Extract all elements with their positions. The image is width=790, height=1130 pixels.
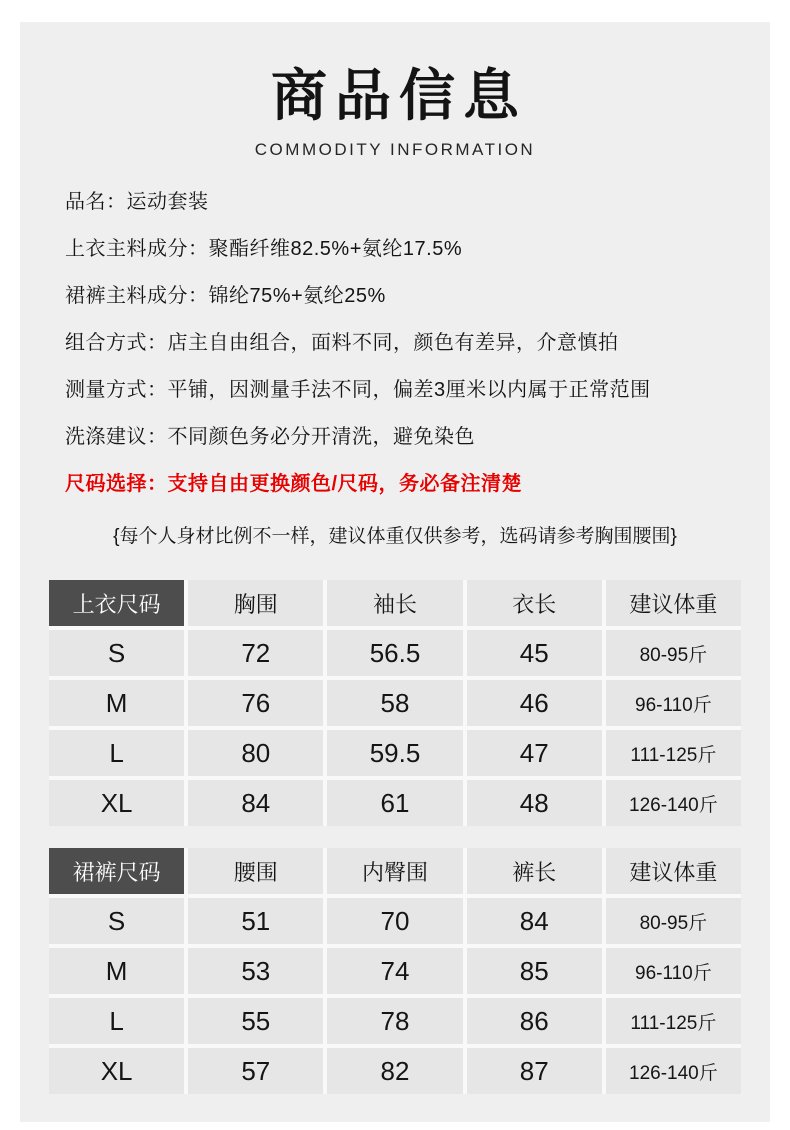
size-value-cell: 82 — [327, 1048, 462, 1094]
size-value-cell: 111-125斤 — [606, 730, 741, 776]
size-label-cell: XL — [49, 780, 184, 826]
page-title: 商品信息 — [271, 64, 527, 127]
product-info-panel — [20, 22, 770, 1122]
size-label-cell: L — [49, 730, 184, 776]
size-value-cell: 70 — [327, 898, 462, 944]
size-selection-line: 尺码选择：支持自由更换颜色/尺码，务必备注清楚 — [65, 473, 523, 495]
size-value-cell: 78 — [327, 998, 462, 1044]
size-tables — [20, 580, 770, 1094]
size-value-cell: 111-125斤 — [606, 998, 741, 1044]
size-value-cell: 86 — [467, 998, 602, 1044]
size-value-cell: 46 — [467, 680, 602, 726]
bottom-material-line: 裙裤主料成分：锦纶75%+氨纶25% — [65, 285, 386, 307]
title-block — [20, 22, 770, 160]
size-value-cell: 45 — [467, 630, 602, 676]
size-value-cell: 80 — [188, 730, 323, 776]
skirt-size-table — [49, 848, 741, 1094]
size-value-cell: 84 — [188, 780, 323, 826]
size-value-cell: 55 — [188, 998, 323, 1044]
size-value-cell: 58 — [327, 680, 462, 726]
size-value-cell: 51 — [188, 898, 323, 944]
combination-line: 组合方式：店主自由组合，面料不同，颜色有差异，介意慎拍 — [65, 332, 619, 354]
size-value-cell: 74 — [327, 948, 462, 994]
size-label-cell: L — [49, 998, 184, 1044]
page-subtitle: COMMODITY INFORMATION — [254, 140, 536, 159]
skirt-size-table-title-cell: 裙裤尺码 — [49, 848, 184, 894]
skirt-size-table-header-cell: 建议体重 — [606, 848, 741, 894]
size-value-cell: 56.5 — [327, 630, 462, 676]
size-value-cell: 53 — [188, 948, 323, 994]
size-label-cell: S — [49, 898, 184, 944]
top-size-table-header-cell: 胸围 — [188, 580, 323, 626]
measurement-line: 测量方式：平铺，因测量手法不同，偏差3厘米以内属于正常范围 — [65, 379, 651, 401]
top-material-line: 上衣主料成分：聚酯纤维82.5%+氨纶17.5% — [65, 238, 463, 260]
size-label-cell: M — [49, 680, 184, 726]
skirt-size-table-header-cell: 腰围 — [188, 848, 323, 894]
product-info-list — [65, 176, 770, 505]
skirt-size-table-header-cell: 内臀围 — [327, 848, 462, 894]
size-value-cell: 85 — [467, 948, 602, 994]
size-value-cell: 80-95斤 — [606, 630, 741, 676]
size-value-cell: 57 — [188, 1048, 323, 1094]
size-value-cell: 87 — [467, 1048, 602, 1094]
size-value-cell: 96-110斤 — [606, 948, 741, 994]
top-size-table-header-cell: 衣长 — [467, 580, 602, 626]
size-label-cell: S — [49, 630, 184, 676]
size-value-cell: 59.5 — [327, 730, 462, 776]
top-size-table-title-cell: 上衣尺码 — [49, 580, 184, 626]
size-reference-note: {每个人身材比例不一样，建议体重仅供参考，选码请参考胸围腰围} — [113, 526, 677, 547]
top-size-table-header-cell: 袖长 — [327, 580, 462, 626]
size-label-cell: XL — [49, 1048, 184, 1094]
size-value-cell: 96-110斤 — [606, 680, 741, 726]
size-value-cell: 48 — [467, 780, 602, 826]
size-value-cell: 126-140斤 — [606, 780, 741, 826]
size-label-cell: M — [49, 948, 184, 994]
size-value-cell: 84 — [467, 898, 602, 944]
top-size-table — [49, 580, 741, 826]
washing-line: 洗涤建议：不同颜色务必分开清洗，避免染色 — [65, 426, 475, 448]
size-value-cell: 61 — [327, 780, 462, 826]
size-value-cell: 47 — [467, 730, 602, 776]
product-name-line: 品名：运动套装 — [65, 191, 209, 213]
size-value-cell: 76 — [188, 680, 323, 726]
size-value-cell: 126-140斤 — [606, 1048, 741, 1094]
size-value-cell: 80-95斤 — [606, 898, 741, 944]
skirt-size-table-header-cell: 裤长 — [467, 848, 602, 894]
size-value-cell: 72 — [188, 630, 323, 676]
top-size-table-header-cell: 建议体重 — [606, 580, 741, 626]
